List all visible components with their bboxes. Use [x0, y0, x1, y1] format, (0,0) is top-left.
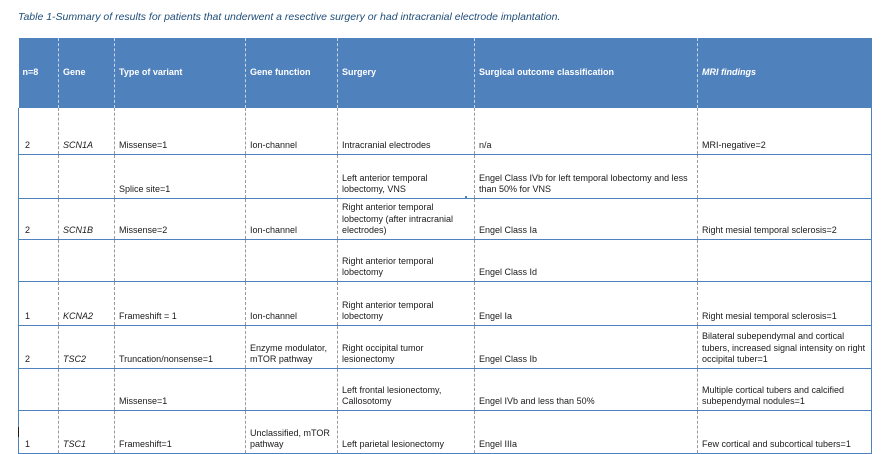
cell-gene: TSC1 [59, 411, 115, 454]
cell-n: 2 [19, 108, 59, 155]
table-row [19, 199, 872, 240]
cell-mri: Few cortical and subcortical tubers=1 [698, 411, 872, 454]
cell-n [19, 369, 59, 411]
cell-variant [115, 240, 246, 282]
cell-surgery: Right anterior temporal lobectomy [338, 240, 475, 282]
cell-n: 1 [19, 282, 59, 326]
cell-outcome: n/a [475, 108, 698, 155]
cell-gene: SCN1B [59, 199, 115, 240]
cell-surgery: Left frontal lesionectomy, Callosotomy [338, 369, 475, 411]
cell-gene [59, 240, 115, 282]
cell-function: Ion-channel [246, 199, 338, 240]
cell-function: Ion-channel [246, 282, 338, 326]
header-outcome: Surgical outcome classification [475, 38, 698, 108]
cell-mri: Right mesial temporal sclerosis=2 [698, 199, 872, 240]
header-function: Gene function [246, 38, 338, 108]
cell-mri [698, 155, 872, 199]
cell-outcome: Engel Class Ib [475, 326, 698, 369]
header-n: n=8 [19, 38, 59, 108]
cell-function [246, 240, 338, 282]
table-row [19, 108, 872, 155]
header-row [19, 38, 872, 108]
cell-outcome: Engel IIIa [475, 411, 698, 454]
cell-surgery: Right occipital tumor lesionectomy [338, 326, 475, 369]
cell-variant: Truncation/nonsense=1 [115, 326, 246, 369]
header-surgery: Surgery [338, 38, 475, 108]
results-table [18, 38, 872, 454]
header-mri: MRI findings [698, 38, 872, 108]
cell-function: Enzyme modulator, mTOR pathway [246, 326, 338, 369]
header-variant: Type of variant [115, 38, 246, 108]
table-row [19, 155, 872, 199]
table-row [19, 326, 872, 369]
header-gene: Gene [59, 38, 115, 108]
table-row [19, 369, 872, 411]
cell-surgery: Right anterior temporal lobectomy [338, 282, 475, 326]
cell-n [19, 155, 59, 199]
cell-n: 2 [19, 199, 59, 240]
cell-mri: Right mesial temporal sclerosis=1 [698, 282, 872, 326]
text-cursor [18, 427, 19, 437]
cell-gene: TSC2 [59, 326, 115, 369]
cell-mri: MRI-negative=2 [698, 108, 872, 155]
cell-mri: Multiple cortical tubers and calcified subependymal nodules=1 [698, 369, 872, 411]
table-row [19, 411, 872, 454]
cell-function [246, 369, 338, 411]
cell-outcome: Engel Class Ia [475, 199, 698, 240]
cell-variant: Splice site=1 [115, 155, 246, 199]
cell-gene [59, 369, 115, 411]
cell-n: 2 [19, 326, 59, 369]
table-caption: Table 1-Summary of results for patients that underwent a resective surgery or had intracranial electrode implantation. [18, 11, 561, 23]
table-row [19, 240, 872, 282]
cell-outcome: Engel Class IVb for left temporal lobectomy and less than 50% for VNS [475, 155, 698, 199]
cell-outcome: Engel Ia [475, 282, 698, 326]
table-row [19, 282, 872, 326]
cell-surgery: Right anterior temporal lobectomy (after intracranial electrodes) [338, 199, 475, 240]
cell-outcome: Engel Class Id [475, 240, 698, 282]
cell-surgery: Intracranial electrodes [338, 108, 475, 155]
cell-variant: Frameshift=1 [115, 411, 246, 454]
cell-function [246, 155, 338, 199]
cell-gene: SCN1A [59, 108, 115, 155]
cell-n: 1 [19, 411, 59, 454]
cell-n [19, 240, 59, 282]
cell-gene [59, 155, 115, 199]
cell-outcome: Engel IVb and less than 50% [475, 369, 698, 411]
cell-function: Unclassified, mTOR pathway [246, 411, 338, 454]
cell-surgery: Left parietal lesionectomy [338, 411, 475, 454]
cell-variant: Missense=1 [115, 369, 246, 411]
cell-variant: Frameshift = 1 [115, 282, 246, 326]
cell-surgery: Left anterior temporal lobectomy, VNS [338, 155, 475, 199]
cell-gene: KCNA2 [59, 282, 115, 326]
cell-mri: Bilateral subependymal and cortical tubers, increased signal intensity on right occipital tuber=1 [698, 326, 872, 369]
cell-variant: Missense=1 [115, 108, 246, 155]
stray-mark [465, 196, 467, 198]
cell-function: Ion-channel [246, 108, 338, 155]
cell-mri [698, 240, 872, 282]
cell-variant: Missense=2 [115, 199, 246, 240]
